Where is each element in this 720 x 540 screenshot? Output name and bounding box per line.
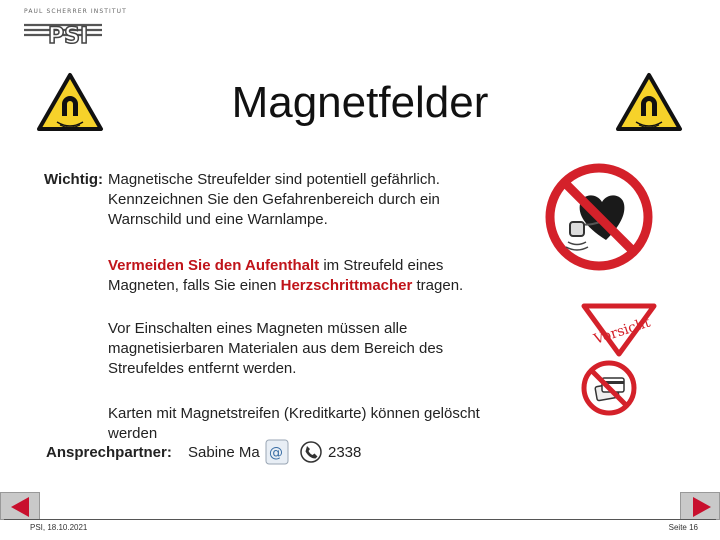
- avoid-line-2: [108, 276, 463, 296]
- next-slide-button[interactable]: [680, 492, 720, 520]
- yield-caution-icon: [580, 298, 658, 358]
- cards-line-1: Karten mit Magnetstreifen (Kreditkarte) können gelöscht: [108, 405, 480, 422]
- avoid-highlight: Vermeiden Sie den Aufenthalt: [108, 257, 320, 274]
- contact-label: Ansprechpartner:: [46, 444, 172, 461]
- wichtig-label: Wichtig:: [44, 171, 104, 188]
- materials-line-1: Vor Einschalten eines Magneten müssen alle: [108, 320, 408, 337]
- materials-line-2: magnetisierbaren Materialen aus dem Bereich des: [108, 340, 444, 357]
- email-icon[interactable]: [264, 438, 290, 466]
- page-title: Magnetfelder: [231, 78, 489, 127]
- wichtig-line-2: Kennzeichnen Sie den Gefahrenbereich durch ein: [108, 191, 440, 208]
- avoid-rest: im Streufeld eines: [319, 257, 444, 274]
- psi-logo: [22, 8, 127, 46]
- contact-phone: 2338: [328, 444, 362, 461]
- footer-divider: [4, 519, 716, 520]
- phone-icon[interactable]: [300, 441, 322, 463]
- wichtig-line-1: Magnetische Streufelder sind potentiell gefährlich.: [108, 171, 440, 188]
- avoid-end: tragen.: [412, 277, 464, 294]
- magnet-warning-icon-right: [615, 72, 683, 132]
- prev-slide-button[interactable]: [0, 492, 40, 520]
- next-slide-icon: [681, 493, 720, 521]
- prev-slide-icon: [1, 493, 41, 521]
- svg-text:@: @: [269, 445, 283, 461]
- no-pacemaker-icon: [544, 162, 654, 272]
- no-credit-cards-icon: [581, 360, 637, 416]
- avoid-line-1: [108, 256, 443, 276]
- materials-line-3: Streufeldes entfernt werden.: [108, 360, 297, 377]
- avoid-start: Magneten, falls Sie einen: [108, 277, 281, 294]
- logo-institute-text: PAUL SCHERRER INSTITUT: [24, 8, 127, 15]
- cards-line-2: werden: [108, 425, 158, 442]
- psi-logo-mark: [22, 16, 118, 46]
- footer-date: PSI, 18.10.2021: [30, 523, 88, 532]
- logo-psi-letters: PSI: [48, 24, 89, 46]
- footer-page-number: Seite 16: [668, 523, 698, 532]
- wichtig-line-3: Warnschild und eine Warnlampe.: [108, 211, 328, 228]
- vorsicht-text: Vorsicht: [592, 314, 653, 348]
- magnet-warning-icon: [36, 72, 104, 132]
- pacemaker-highlight: Herzschrittmacher: [280, 277, 413, 294]
- contact-name: Sabine Ma: [188, 444, 260, 461]
